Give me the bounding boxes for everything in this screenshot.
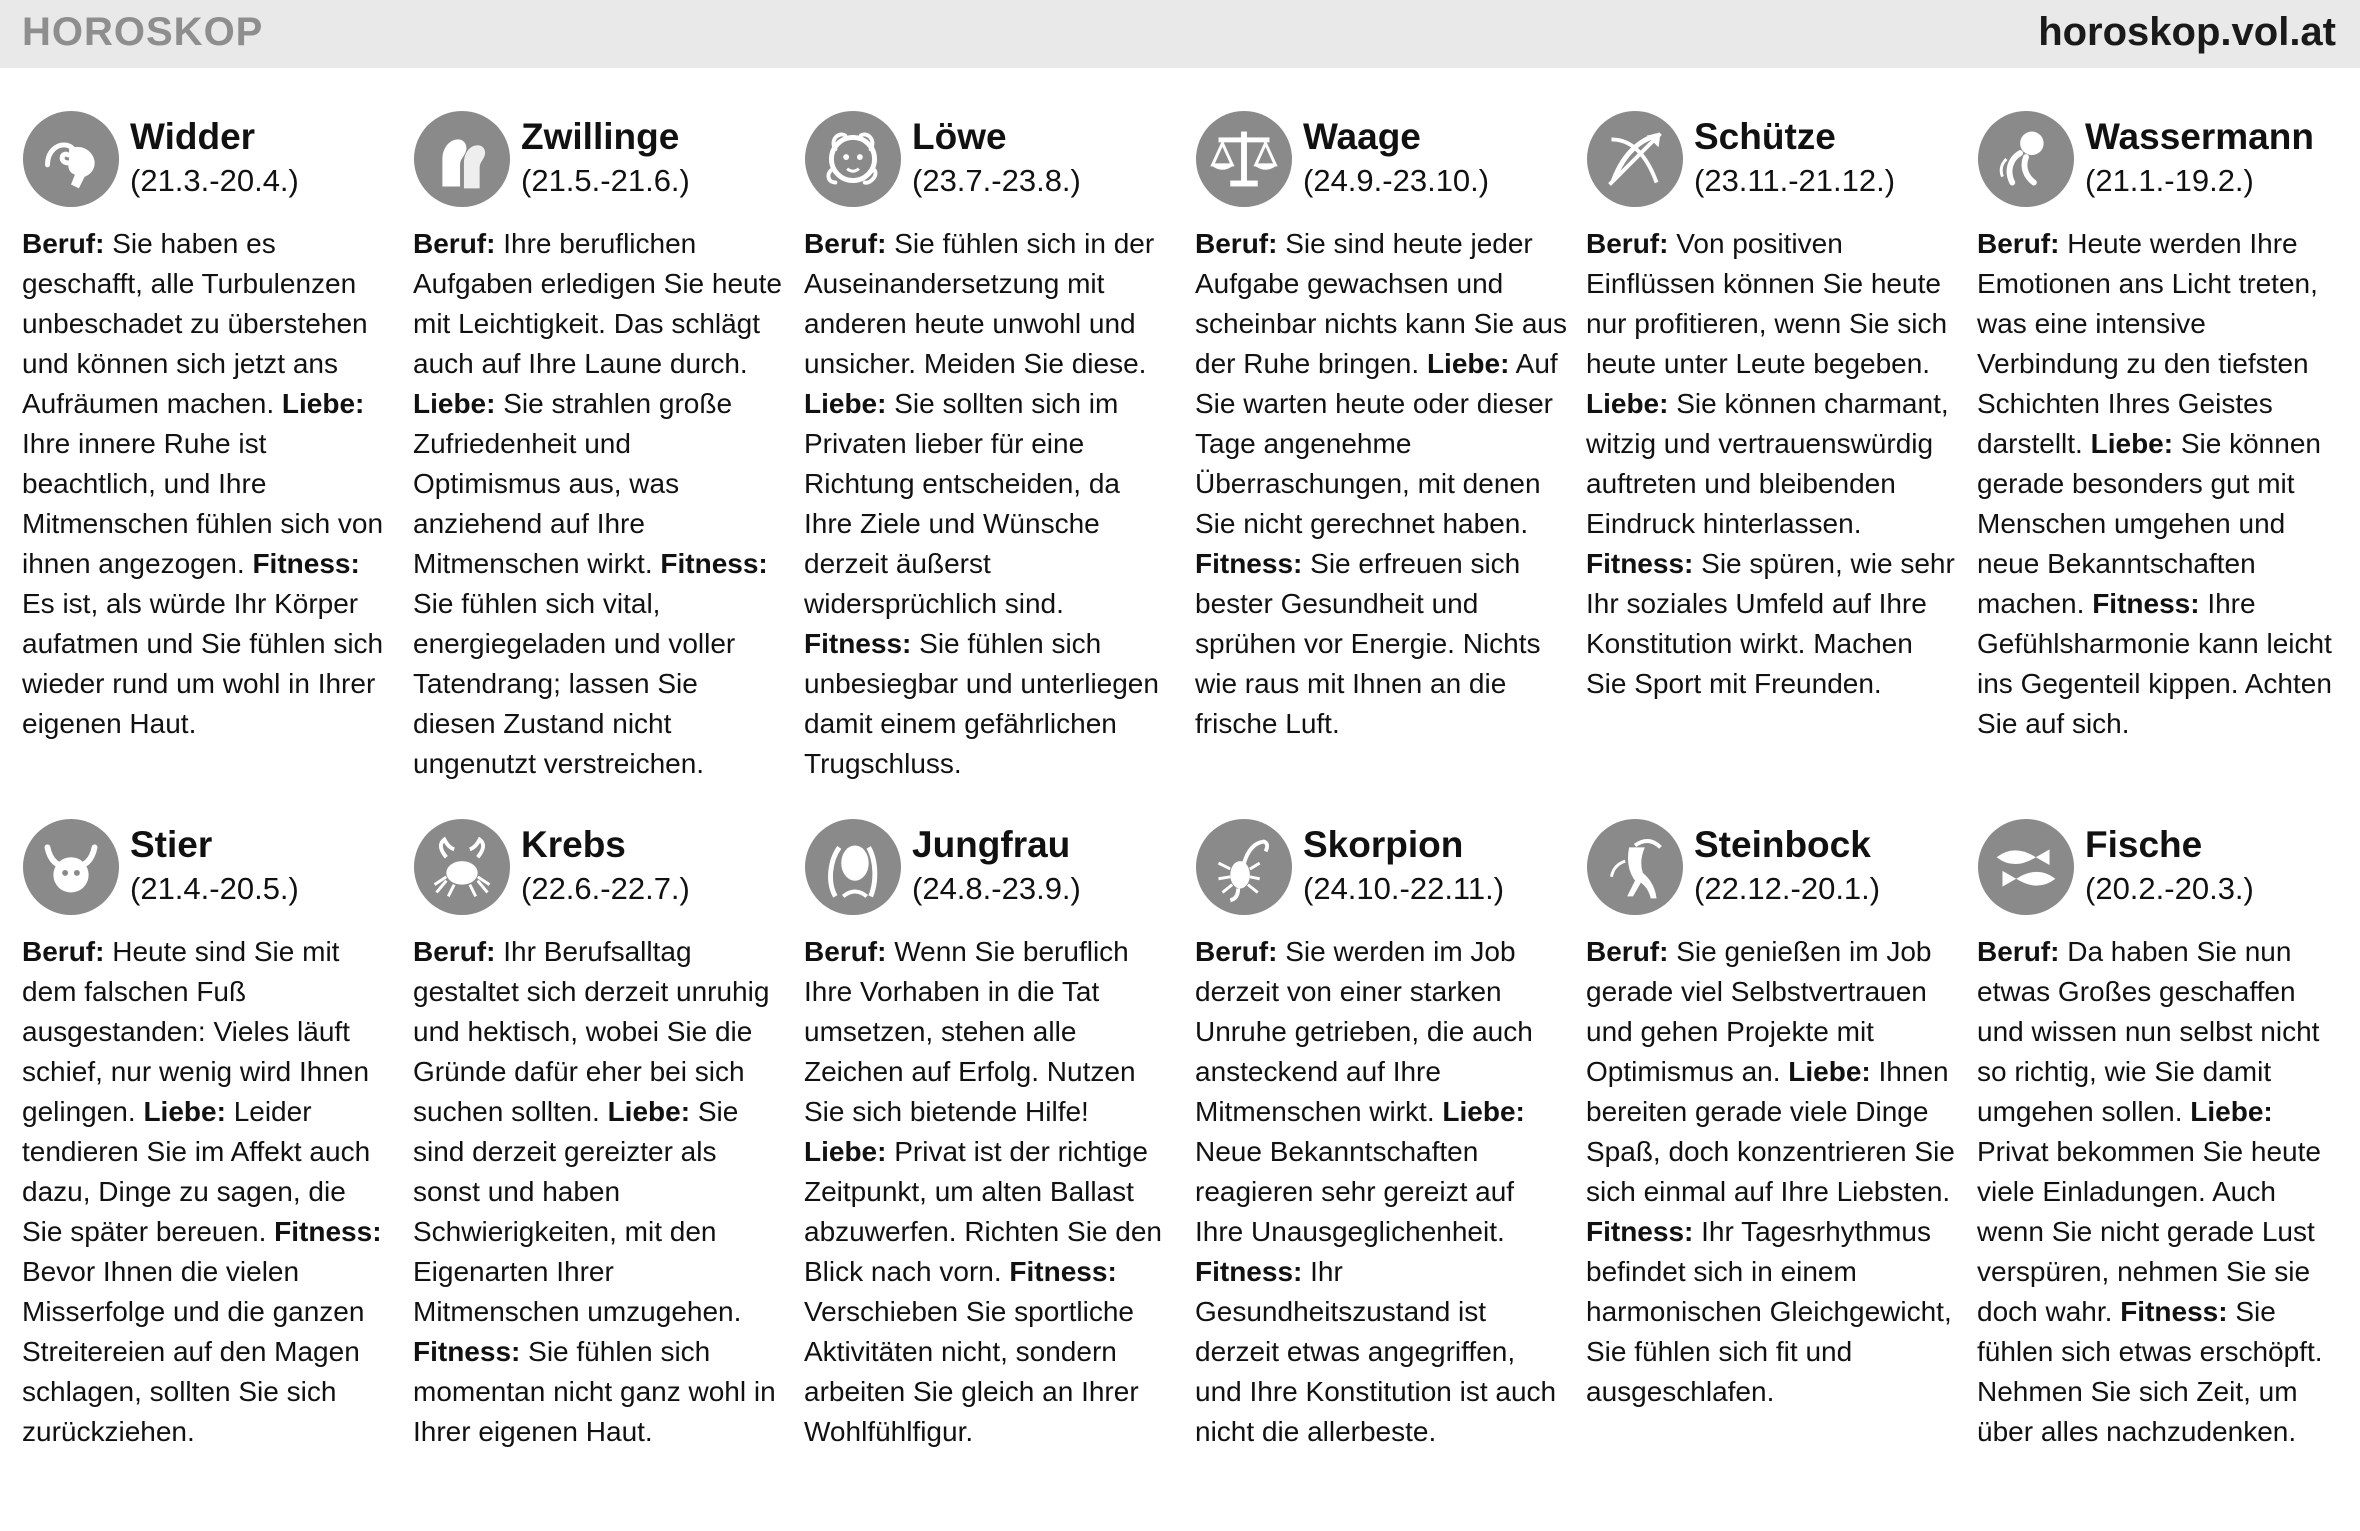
sign-name: Waage — [1303, 116, 1421, 157]
liebe-label: Liebe: — [607, 1096, 691, 1127]
sign-name: Steinbock — [1694, 824, 1871, 865]
sign-header — [1977, 816, 2349, 922]
beruf-text: Sie sind heute jeder Aufgabe gewachsen und scheinbar nichts kann Sie aus der Ruhe bringen. — [1195, 228, 1567, 379]
fitness-text: Ihre Gefühlsharmonie kann leicht ins Gegenteil kippen. Achten Sie auf sich. — [1977, 588, 2332, 739]
sign-block-widder — [22, 108, 394, 808]
beruf-text: Ihr Berufsalltag gestaltet sich derzeit unruhig und hektisch, wobei Sie die Gründe dafür eher bei sich suchen sollten. — [413, 936, 770, 1127]
fitness-label: Fitness: — [1586, 548, 1694, 579]
sign-forecast — [22, 224, 394, 744]
liebe-text: Leider tendieren Sie im Affekt auch dazu, Dinge zu sagen, die Sie später bereuen. — [22, 1096, 371, 1247]
beruf-text: Ihre beruflichen Aufgaben erledigen Sie heute mit Leichtigkeit. Das schlägt auch auf Ihre Laune durch. — [413, 228, 782, 379]
sign-name: Fische — [2085, 824, 2203, 865]
fitness-text: Sie erfreuen sich bester Gesundheit und sprühen vor Energie. Nichts wie raus mit Ihnen an die frische Luft. — [1195, 548, 1541, 739]
sign-dates: (21.3.-20.4.) — [130, 163, 299, 198]
sign-forecast — [804, 932, 1176, 1452]
sign-forecast — [1195, 932, 1567, 1452]
site-url[interactable]: horoskop.vol.at — [2038, 10, 2336, 54]
header-bar — [0, 0, 2360, 68]
fitness-text: Ihr Tagesrhythmus befindet sich in einem harmonischen Gleichgewicht, Sie fühlen sich fit und ausgeschlafen. — [1586, 1216, 1952, 1407]
beruf-label: Beruf: — [1586, 228, 1669, 259]
sign-block-waage — [1195, 108, 1567, 808]
sign-header — [1195, 108, 1567, 214]
fitness-text: Sie fühlen sich etwas erschöpft. Nehmen Sie sich Zeit, um über alles nachzudenken. — [1977, 1296, 2323, 1447]
sign-header — [804, 816, 1176, 922]
sign-dates: (21.5.-21.6.) — [521, 163, 690, 198]
liebe-text: Sie sind derzeit gereizter als sonst und haben Schwierigkeiten, mit den Eigenarten Ihrer Mitmenschen umzugehen. — [413, 1096, 742, 1327]
fitness-label: Fitness: — [1195, 1256, 1303, 1287]
beruf-label: Beruf: — [22, 228, 105, 259]
sign-dates: (20.2.-20.3.) — [2085, 871, 2254, 906]
sign-block-zwillinge — [413, 108, 785, 808]
fitness-label: Fitness: — [2120, 1296, 2228, 1327]
sign-name: Widder — [130, 116, 256, 157]
sign-header — [22, 108, 394, 214]
sign-forecast — [1586, 224, 1958, 704]
liebe-label: Liebe: — [1442, 1096, 1525, 1127]
liebe-label: Liebe: — [1788, 1056, 1871, 1087]
beruf-text: Sie werden im Job derzeit von einer starken Unruhe getrieben, die auch ansteckend auf Ihre Mitmenschen wirkt. — [1195, 936, 1533, 1127]
fitness-text: Sie fühlen sich vital, energiegeladen und voller Tatendrang; lassen Sie diesen Zustand nicht ungenutzt verstreichen. — [413, 588, 736, 779]
beruf-text: Heute werden Ihre Emotionen ans Licht treten, was eine intensive Verbindung zu den tiefsten Schichten Ihres Geistes darstellt. — [1977, 228, 2318, 459]
beruf-label: Beruf: — [413, 228, 496, 259]
leo-lion-icon — [804, 110, 902, 208]
taurus-bull-icon — [22, 818, 120, 916]
virgo-maiden-icon — [804, 818, 902, 916]
cancer-crab-icon — [413, 818, 511, 916]
page-title: HOROSKOP — [22, 10, 264, 54]
liebe-text: Ihre innere Ruhe ist beachtlich, und Ihre Mitmenschen fühlen sich von ihnen angezogen. — [22, 428, 384, 579]
fitness-text: Sie fühlen sich momentan nicht ganz wohl in Ihrer eigenen Haut. — [413, 1336, 776, 1447]
fitness-text: Es ist, als würde Ihr Körper aufatmen und Sie fühlen sich wieder rund um wohl in Ihrer eigenen Haut. — [22, 588, 384, 739]
sign-name: Löwe — [912, 116, 1007, 157]
liebe-text: Sie strahlen große Zufriedenheit und Optimismus aus, was anziehend auf Ihre Mitmenschen wirkt. — [413, 388, 733, 579]
sign-block-sch-tze — [1586, 108, 1958, 808]
fitness-label: Fitness: — [1195, 548, 1303, 579]
sign-dates: (24.9.-23.10.) — [1303, 163, 1490, 198]
sign-forecast — [804, 224, 1176, 784]
sign-forecast — [22, 932, 394, 1452]
sign-dates: (22.6.-22.7.) — [521, 871, 690, 906]
fitness-text: Sie spüren, wie sehr Ihr soziales Umfeld auf Ihre Konstitution wirkt. Machen Sie Sport mit Freunden. — [1586, 548, 1955, 699]
fitness-label: Fitness: — [660, 548, 768, 579]
sign-header — [22, 816, 394, 922]
aries-ram-icon — [22, 110, 120, 208]
fitness-label: Fitness: — [252, 548, 360, 579]
fitness-label: Fitness: — [2092, 588, 2200, 619]
sign-forecast — [1977, 224, 2349, 744]
sign-name: Krebs — [521, 824, 626, 865]
sagittarius-bow-icon — [1586, 110, 1684, 208]
beruf-label: Beruf: — [1586, 936, 1669, 967]
fitness-label: Fitness: — [413, 1336, 521, 1367]
scorpio-scorpion-icon — [1195, 818, 1293, 916]
liebe-label: Liebe: — [1586, 388, 1669, 419]
sign-dates: (23.7.-23.8.) — [912, 163, 1081, 198]
liebe-text: Sie können charmant, witzig und vertrauenswürdig auftreten und bleibenden Eindruck hinterlassen. — [1586, 388, 1949, 539]
capricorn-goat-icon — [1586, 818, 1684, 916]
liebe-label: Liebe: — [804, 1136, 887, 1167]
sign-forecast — [1586, 932, 1958, 1412]
sign-header — [804, 108, 1176, 214]
liebe-label: Liebe: — [281, 388, 365, 419]
sign-header — [413, 108, 785, 214]
sign-name: Stier — [130, 824, 213, 865]
sign-header — [1977, 108, 2349, 214]
sign-block-jungfrau — [804, 816, 1176, 1516]
sign-forecast — [413, 224, 785, 784]
sign-dates: (21.4.-20.5.) — [130, 871, 299, 906]
fitness-text: Ihr Gesundheitszustand ist derzeit etwas angegriffen, und Ihre Konstitution ist auch nicht die allerbeste. — [1195, 1256, 1557, 1447]
liebe-text: Sie sollten sich im Privaten lieber für eine Richtung entscheiden, da Ihre Ziele und Wünsche derzeit äußerst widersprüchlich sind. — [804, 388, 1120, 619]
pisces-fish-icon — [1977, 818, 2075, 916]
liebe-text: Neue Bekanntschaften reagieren sehr gereizt auf Ihre Unausgeglichenheit. — [1195, 1136, 1515, 1247]
beruf-label: Beruf: — [1977, 228, 2060, 259]
beruf-label: Beruf: — [1977, 936, 2060, 967]
fitness-text: Verschieben Sie sportliche Aktivitäten nicht, sondern arbeiten Sie gleich an Ihrer Wohlfühlfigur. — [804, 1296, 1139, 1447]
sign-header — [1586, 108, 1958, 214]
sign-block-l-we — [804, 108, 1176, 808]
sign-block-fische — [1977, 816, 2349, 1516]
sign-header — [413, 816, 785, 922]
beruf-text: Sie fühlen sich in der Auseinandersetzung mit anderen heute unwohl und unsicher. Meiden Sie diese. — [804, 228, 1155, 379]
beruf-label: Beruf: — [804, 936, 887, 967]
sign-header — [1195, 816, 1567, 922]
horoscope-grid — [22, 108, 2340, 1516]
sign-dates: (24.10.-22.11.) — [1303, 871, 1505, 906]
sign-dates: (24.8.-23.9.) — [912, 871, 1081, 906]
liebe-text: Auf Sie warten heute oder dieser Tage angenehme Überraschungen, mit denen Sie nicht gerechnet haben. — [1195, 348, 1558, 539]
sign-dates: (22.12.-20.1.) — [1694, 871, 1881, 906]
liebe-text: Ihnen bereiten gerade viele Dinge Spaß, doch konzentrieren Sie sich einmal auf Ihre Liebsten. — [1586, 1056, 1955, 1207]
sign-name: Skorpion — [1303, 824, 1464, 865]
beruf-text: Von positiven Einflüssen können Sie heute nur profitieren, wenn Sie sich heute unter Leute begeben. — [1586, 228, 1948, 379]
sign-forecast — [1195, 224, 1567, 744]
libra-scales-icon — [1195, 110, 1293, 208]
beruf-text: Sie haben es geschafft, alle Turbulenzen unbeschadet zu überstehen und können sich jetzt ans Aufräumen machen. — [22, 228, 368, 419]
beruf-text: Sie genießen im Job gerade viel Selbstvertrauen und gehen Projekte mit Optimismus an. — [1586, 936, 1932, 1087]
sign-dates: (23.11.-21.12.) — [1694, 163, 1896, 198]
gemini-twins-icon — [413, 110, 511, 208]
liebe-label: Liebe: — [1426, 348, 1510, 379]
sign-name: Schütze — [1694, 116, 1836, 157]
liebe-label: Liebe: — [2190, 1096, 2273, 1127]
sign-block-krebs — [413, 816, 785, 1516]
liebe-label: Liebe: — [804, 388, 887, 419]
sign-forecast — [1977, 932, 2349, 1452]
beruf-label: Beruf: — [1195, 228, 1278, 259]
beruf-label: Beruf: — [1195, 936, 1278, 967]
beruf-label: Beruf: — [22, 936, 105, 967]
liebe-label: Liebe: — [143, 1096, 226, 1127]
liebe-label: Liebe: — [2090, 428, 2174, 459]
aquarius-water-bearer-icon — [1977, 110, 2075, 208]
liebe-text: Privat ist der richtige Zeitpunkt, um alten Ballast abzuwerfen. Richten Sie den Blick nach vorn. — [804, 1136, 1162, 1287]
sign-block-steinbock — [1586, 816, 1958, 1516]
fitness-label: Fitness: — [804, 628, 912, 659]
sign-forecast — [413, 932, 785, 1452]
fitness-text: Sie fühlen sich unbesiegbar und unterliegen damit einem gefährlichen Trugschluss. — [804, 628, 1159, 779]
liebe-text: Sie können gerade besonders gut mit Menschen umgehen und neue Bekanntschaften machen. — [1977, 428, 2321, 619]
sign-name: Wassermann — [2085, 116, 2314, 157]
beruf-label: Beruf: — [413, 936, 496, 967]
fitness-text: Bevor Ihnen die vielen Misserfolge und die ganzen Streitereien auf den Magen schlagen, sollten Sie sich zurückziehen. — [22, 1256, 365, 1447]
fitness-label: Fitness: — [1586, 1216, 1694, 1247]
liebe-text: Privat bekommen Sie heute viele Einladungen. Auch wenn Sie nicht gerade Lust verspüren, nehmen Sie sie doch wahr. — [1977, 1136, 2321, 1327]
beruf-label: Beruf: — [804, 228, 887, 259]
sign-block-stier — [22, 816, 394, 1516]
sign-name: Jungfrau — [912, 824, 1071, 865]
sign-dates: (21.1.-19.2.) — [2085, 163, 2254, 198]
beruf-text: Heute sind Sie mit dem falschen Fuß ausgestanden: Vieles läuft schief, nur wenig wird Ihnen gelingen. — [22, 936, 370, 1127]
beruf-text: Wenn Sie beruflich Ihre Vorhaben in die Tat umsetzen, stehen alle Zeichen auf Erfolg. Nutzen Sie sich bietende Hilfe! — [804, 936, 1136, 1127]
sign-name: Zwillinge — [521, 116, 680, 157]
fitness-label: Fitness: — [1009, 1256, 1117, 1287]
liebe-label: Liebe: — [413, 388, 496, 419]
beruf-text: Da haben Sie nun etwas Großes geschaffen und wissen nun selbst nicht so richtig, wie Sie damit umgehen sollen. — [1977, 936, 2320, 1127]
fitness-label: Fitness: — [274, 1216, 382, 1247]
sign-block-skorpion — [1195, 816, 1567, 1516]
sign-block-wassermann — [1977, 108, 2349, 808]
sign-header — [1586, 816, 1958, 922]
